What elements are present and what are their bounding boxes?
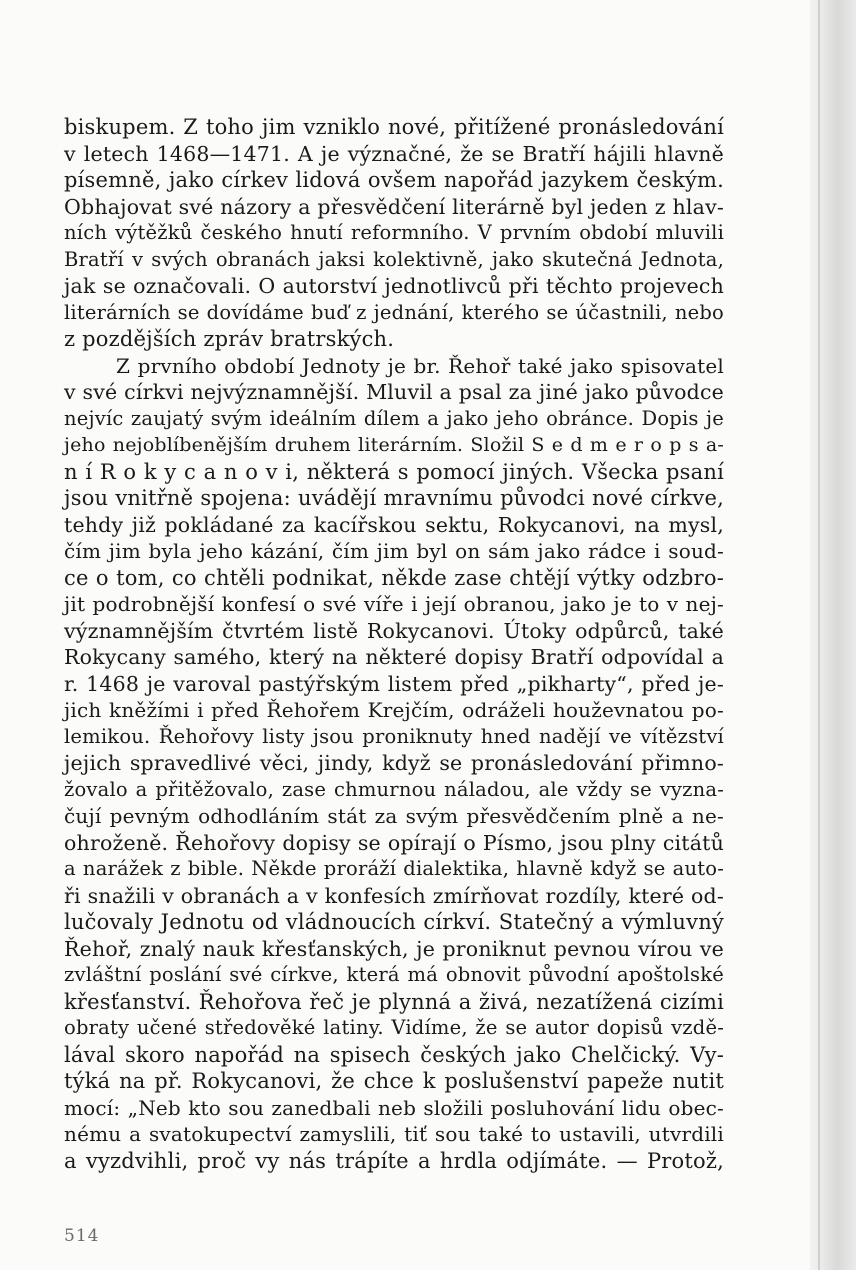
text-line: křesťanství. Řehořova řeč je plynná a živá, nezatížená cizími [64,989,724,1014]
text-line: Řehoř, znalý nauk křesťanských, je proniknut pevnou vírou ve [64,936,724,961]
text-line: jich kněžími i před Řehořem Krejčím, odráželi houževnatou po- [64,698,724,722]
text-line: jeho nejoblíbenějším druhem literárním. Složil S e d m e r o p s a- [64,434,724,456]
text-line: nejvíc zaujatý svým ideálním dílem a jako jeho obránce. Dopis je [64,406,724,430]
text-line: v letech 1468—1471. A je význačné, že se Bratří hájili hlavně [64,141,724,166]
page-number: 514 [64,1226,100,1246]
text-line: jak se označovali. O autorství jednotlivců při těchto projevech [64,274,724,298]
text-line: ce o tom, co chtěli podnikat, někde zase chtějí výtky odzbro- [64,565,724,590]
body-text [64,114,724,1174]
paragraph-last-line: z pozdějších zpráv bratrských. [64,327,395,351]
text-line: literárních se dovídáme buď z jednání, kterého se účastnili, nebo [64,300,724,324]
text-line: lával skoro napořád na spisech českých jako Chelčický. Vy- [64,1042,724,1067]
text-line: významnějším čtvrtém listě Rokycanovi. Útoky odpůrců, také [64,618,724,643]
text-line: ři snažili v obranách a v konfesích zmírňovat rozdíly, které od- [64,883,724,908]
text-line: biskupem. Z toho jim vzniklo nové, přitížené pronásledování [64,115,724,139]
text-line: tehdy již pokládané za kacířskou sektu, Rokycanovi, na mysl, [64,512,724,537]
text-line: zvláštní poslání své církve, která má obnovit původní apoštolské [64,963,724,986]
text-line: lučovaly Jednotu od vládnoucích církví. Statečný a výmluvný [64,910,724,934]
text-line: písemně, jako církev lidová ovšem napořád jazykem českým. [64,168,724,192]
text-line: n í R o k y c a n o v i, některá s pomocí jiných. Všecka psaní [64,459,724,484]
paragraph-first-line: Z prvního období Jednoty je br. Řehoř také jako spisovatel [116,353,724,378]
text-line: jejich spravedlivé věci, jindy, když se pronásledování přimno- [64,751,724,775]
text-line: v své církvi nejvýznamnější. Mluvil a psal za jiné jako původce [64,380,724,404]
text-line: čím jim byla jeho kázání, čím jim byl on sám jako rádce i soud- [64,539,724,563]
text-line: ních výtěžků českého hnutí reformního. V prvním období mluvili [64,221,724,244]
text-line: Rokycany samého, který na některé dopisy Bratří odpovídal a [64,645,724,669]
text-line: týká na př. Rokycanovi, že chce k poslušenství papeže nutit [64,1069,724,1093]
text-line: r. 1468 je varoval pastýřským listem před „pikharty“, před je- [64,671,724,696]
text-line: a narážek z bible. Někde proráží dialektika, hlavně když se auto- [64,857,724,880]
text-line: čují pevným odhodláním stát za svým přesvědčením plně a ne- [64,804,724,828]
text-line: jsou vnitřně spojena: uvádějí mravnímu původci nové církve, [64,486,724,510]
text-line: žovalo a přitěžovalo, zase chmurnou náladou, ale vždy se vyzna- [64,777,724,801]
text-line: obraty učené středověké latiny. Vidíme, že se autor dopisů vzdě- [64,1016,724,1039]
text-line: Bratří v svých obranách jaksi kolektivně, jako skutečná Jednota, [64,247,724,271]
page-binding-shadow [810,0,856,1270]
text-line: mocí: „Neb kto sou zanedbali neb složili posluhování lidu obec- [64,1095,724,1120]
text-line: ohroženě. Řehořovy dopisy se opírají o Písmo, jsou plny citátů [64,830,724,855]
text-line: Obhajovat své názory a přesvědčení literárně byl jeden z hlav- [64,194,724,219]
text-line: lemikou. Řehořovy listy jsou proniknuty hned nadějí ve vítězství [64,724,724,748]
text-line: a vyzdvihli, proč vy nás trápíte a hrdla odjímáte. — Protož, [64,1148,724,1173]
page-binding-edge [818,0,820,1270]
text-line: jit podrobnější konfesí o své víře i její obranou, jako je to v nej- [64,592,724,616]
text-line: nému a svatokupectví zamyslili, tiť sou také to ustavili, utvrdili [64,1122,724,1146]
